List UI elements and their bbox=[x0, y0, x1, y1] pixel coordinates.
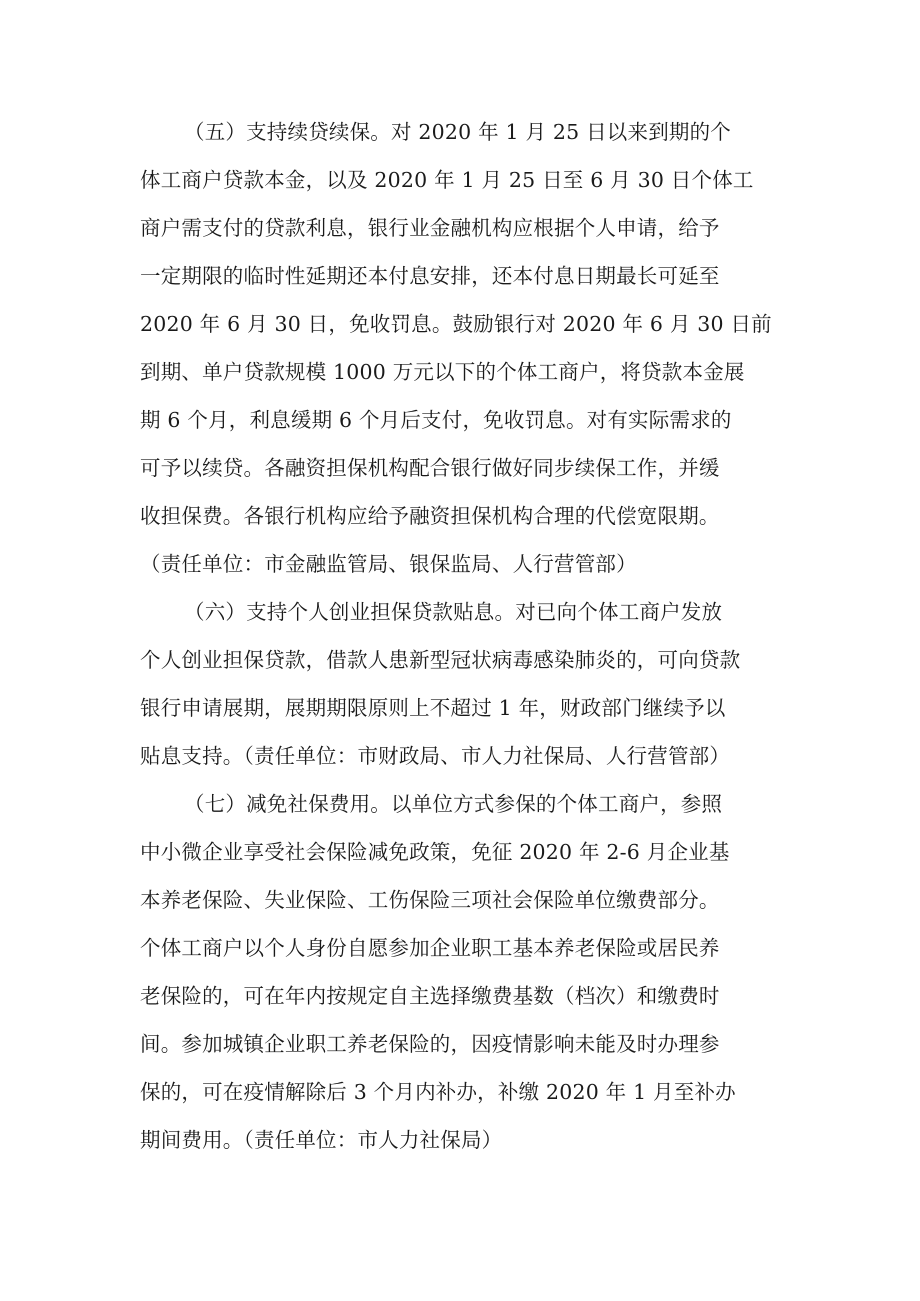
paragraph-5-line: 期 6 个月，利息缓期 6 个月后支付，免收罚息。对有实际需求的 bbox=[140, 408, 732, 432]
paragraph-5-line: 商户需支付的贷款利息，银行业金融机构应根据个人申请，给予 bbox=[140, 216, 720, 240]
paragraph-7-line: 保的，可在疫情解除后 3 个月内补办，补缴 2020 年 1 月至补办 bbox=[140, 1080, 736, 1104]
paragraph-6-line: 个人创业担保贷款，借款人患新型冠状病毒感染肺炎的，可向贷款 bbox=[140, 648, 741, 672]
paragraph-5-line: 2020 年 6 月 30 日，免收罚息。鼓励银行对 2020 年 6 月 30 日前 bbox=[140, 312, 772, 336]
paragraph-5-line: （责任单位：市金融监管局、银保监局、人行营管部） bbox=[140, 552, 637, 576]
document-body bbox=[140, 108, 808, 1164]
paragraph-6-line: （六）支持个人创业担保贷款贴息。对已向个体工商户发放 bbox=[184, 600, 723, 624]
paragraph-5-line: 体工商户贷款本金，以及 2020 年 1 月 25 日至 6 月 30 日个体工 bbox=[140, 168, 754, 192]
paragraph-7-line: 个体工商户以个人身份自愿参加企业职工基本养老保险或居民养 bbox=[140, 936, 720, 960]
paragraph-7-line: 间。参加城镇企业职工养老保险的，因疫情影响未能及时办理参 bbox=[140, 1032, 720, 1056]
paragraph-7-line: 期间费用。（责任单位：市人力社保局） bbox=[140, 1128, 503, 1152]
paragraph-7-line: 老保险的，可在年内按规定自主选择缴费基数（档次）和缴费时 bbox=[140, 984, 720, 1008]
paragraph-5-line: （五）支持续贷续保。对 2020 年 1 月 25 日以来到期的个 bbox=[184, 120, 731, 144]
paragraph-5-line: 收担保费。各银行机构应给予融资担保机构合理的代偿宽限期。 bbox=[140, 504, 720, 528]
paragraph-7-line: （七）减免社保费用。以单位方式参保的个体工商户，参照 bbox=[184, 792, 723, 816]
paragraph-7-line: 中小微企业享受社会保险减免政策，免征 2020 年 2-6 月企业基 bbox=[140, 840, 730, 864]
paragraph-6-line: 贴息支持。（责任单位：市财政局、市人力社保局、人行营管部） bbox=[140, 744, 731, 768]
paragraph-5-line: 可予以续贷。各融资担保机构配合银行做好同步续保工作，并缓 bbox=[140, 456, 720, 480]
paragraph-5-line: 到期、单户贷款规模 1000 万元以下的个体工商户，将贷款本金展 bbox=[140, 360, 745, 384]
paragraph-5-line: 一定期限的临时性延期还本付息安排，还本付息日期最长可延至 bbox=[140, 264, 720, 288]
paragraph-7-line: 本养老保险、失业保险、工伤保险三项社会保险单位缴费部分。 bbox=[140, 888, 720, 912]
paragraph-6-line: 银行申请展期，展期期限原则上不超过 1 年，财政部门继续予以 bbox=[140, 696, 726, 720]
